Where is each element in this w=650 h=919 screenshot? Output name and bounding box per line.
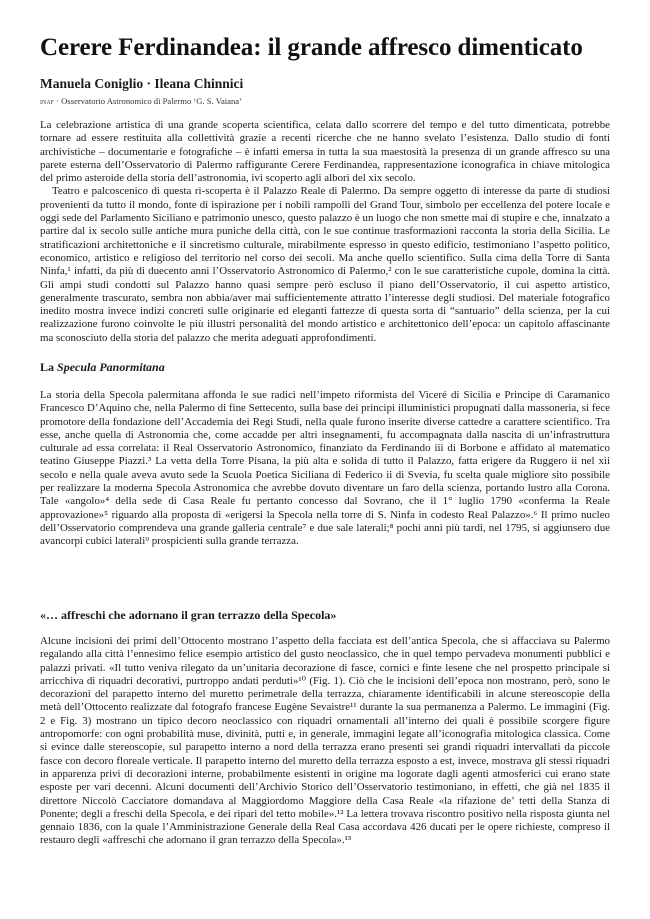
- article-authors: Manuela Coniglio · Ileana Chinnici: [40, 76, 244, 91]
- specula-paragraph-1: La storia della Specola palermitana affonda le sue radici nell’impeto riformista del Viceré di Sicilia e Principe di Caramanico Francesco D’Aquino che, nella Palermo di fine Settecento, sulla base dei principi illuministici propugnati dalla massoneria, si fece promotore della fondazione dell’Accademia dei Regi Studi, nella quale furono inserite diverse cattedre a carattere scientifico. Tra esse, anche quella di Astronomia che, come accadde per altri insegnamenti, fu accompagnata dalla nascita di un’infrastruttura culturale ad essa correlata: il Real Osservatorio Astronomico, finanziato da Ferdinando iii di Borbone e affidato al matematico teatino Giuseppe Piazzi.³ La vetta della Torre Pisana, la più alta e solida di tutto il Palazzo, fatta erigere da Ruggero ii nel xii secolo e nella quale aveva avuto sede la Scuola Poetica Siciliana di Federico ii di Svevia, fu scelta quale migliore sito possibile per realizzare la moderna Specola Astronomica che avrebbe dovuto diventare un faro della scienza, portando lustro alla Corona. Tale «angolo»⁴ della sede di Casa Reale fu pertanto concesso dal Sovrano, che il 1° luglio 1790 «conferma la Reale approvazione»⁵ riguardo alla proposta di «erigersi la Specola nella torre di S. Ninfa in codesto Real Palazzo».⁶ Il primo nucleo dell’Osservatorio comprendeva una grande galleria centrale⁷ e due sale laterali;⁸ pochi anni più tardi, nel 1795, si aggiunsero due avancorpi cubici laterali⁹ prospicienti sulla grande terrazza.: [40, 389, 610, 548]
- section-heading-specula: [40, 360, 165, 375]
- intro-paragraph-2: Teatro e palcoscenico di questa ri-scoperta è il Palazzo Reale di Palermo. Da sempre oggetto di interesse da parte di studiosi provenienti da tutto il mondo, fonte di ispirazione per i nobili rampolli del Grand Tour, simbolo per eccellenza del potere locale e oggi sede del Parlamento Siciliano e patrimonio unesco, questo palazzo è un luogo che non smette mai di stupire e che, innalzato a partire dal ix secolo sulle antiche mura puniche della città, con le sue continue trasformazioni racconta la storia della Sicilia. Le stratificazioni architettoniche e il sincretismo culturale, mirabilmente espresso in questo edificio, testimoniano l’aspetto politico, economico, artistico e religioso del territorio nel corso dei secoli. Ma anche quello scientifico. Sulla cima della Torre di Santa Ninfa,¹ infatti, da più di duecento anni l’Osservatorio Astronomico di Palermo,² con le sue caratteristiche cupole, domina la città. Gli ampi studi condotti sul Palazzo hanno quasi sempre però escluso il piano dell’Osservatorio, il cui aspetto artistico, generalmente trascurato, sembra non abbia/aver mai sufficientemente attratto l’interesse degli studiosi. Del materiale fotografico inedito mostra invece indizi concreti sulle originarie ed eleganti fattezze di questa sorta di “santuario” della scienza, per la cui realizzazione furono coinvolte le più illustri personalità del mondo artistico e architettonico dell’epoca: un capitolo affascinante ma sconosciuto della storia del palazzo che merita adeguati approfondimenti.: [40, 185, 610, 344]
- heading-emphasis: Specula Panormitana: [57, 360, 165, 374]
- specula-section: [40, 389, 610, 549]
- affreschi-section: [40, 635, 610, 848]
- section-heading-affreschi: «… affreschi che adornano il gran terrazzo della Specola»: [40, 608, 337, 622]
- affreschi-paragraph-1: Alcune incisioni dei primi dell’Ottocento mostrano l’aspetto della facciata est dell’antica Specola, che si affacciava su Palermo regalando alla città l’ennesimo felice esempio artistico del gusto neoclassico, che in quel tempo pervadeva monumenti pubblici e palazzi privati. «Il tutto veniva rilegato da un’unitaria decorazione di fasce, cornici e finte lesene che nel prospetto principale si arricchiva di riquadri decorativi, purtroppo andati perduti»¹⁰ (Fig. 1). Ciò che le incisioni dell’epoca non mostrano, però, sono le decorazioni del parapetto interno del muretto perimetrale della terrazza, chiaramente identificabili in alcune stereoscopie della metà dell’Ottocento realizzate dal fotografo francese Eugène Sevaistre¹¹ durante la sua permanenza a Palermo. Le immagini (Fig. 2 e Fig. 3) mostrano un tipico decoro neoclassico con riquadri ornamentali all’interno dei quali è possibile scorgere figure antropomorfe: con ogni probabilità muse, divinità, putti e, in generale, immagini legate all’iconografia mitologica classica. Come si evince dalle stereoscopie, sul parapetto interno a nord della terrazza erano presenti sei grandi riquadri intervallati da piccole fasce con decoro floreale verticale. Il parapetto interno del muretto della terrazza esposto a est, invece, mostrava gli stessi riquadri in apparenza privi di decorazioni interne, probabilmente esistenti in origine ma logorate dagli agenti atmosferici cui erano state esposte per vari decenni. Alcuni documenti dell’Archivio Storico dell’Osservatorio testimoniano, in effetti, che già nel 1835 il direttore Niccolò Cacciatore domandava al Maggiordomo Maggiore della Casa Reale «la rifazione de’ tetti della Stanza di Ponente; degli a freschi della Specola, e dei ripari del tetto mobile».¹² La lettera trovava riscontro positivo nella risposta giunta nel gennaio 1836, con la quale l’Amministrazione Generale della Real Casa accordava 426 ducati per le opere richieste, compreso il restauro degli «affreschi che adornano il gran terrazzo della Specola».¹³: [40, 635, 610, 847]
- intro-paragraph-1: La celebrazione artistica di una grande scoperta scientifica, celata dallo scorrere del tempo e del tutto dimenticata, potrebbe tornare ad essere restituita alla collettività grazie a recenti ricerche che ne hanno svelato l’esistenza. Dallo studio di fonti archivistiche – documentarie e fotografiche – è infatti emersa in tutta la sua maestosità la presenza di un grande affresco su una parete esterna dell’Osservatorio di Palermo raffigurante Cerere Ferdinandea, rappresentazione iconografica in chiave mitologica del primo asteroide della storia dell’astronomia, ivi scoperto agli albori del xix secolo.: [40, 119, 610, 185]
- author-affiliation: [40, 96, 242, 106]
- article-title: Cerere Ferdinandea: il grande affresco dimenticato: [40, 34, 583, 61]
- affiliation-rest: · Osservatorio Astronomico di Palermo ‘G. S. Vaiana’: [54, 96, 242, 106]
- heading-prefix: La: [40, 360, 58, 374]
- intro-section: [40, 119, 610, 345]
- affiliation-org: inaf: [40, 96, 55, 106]
